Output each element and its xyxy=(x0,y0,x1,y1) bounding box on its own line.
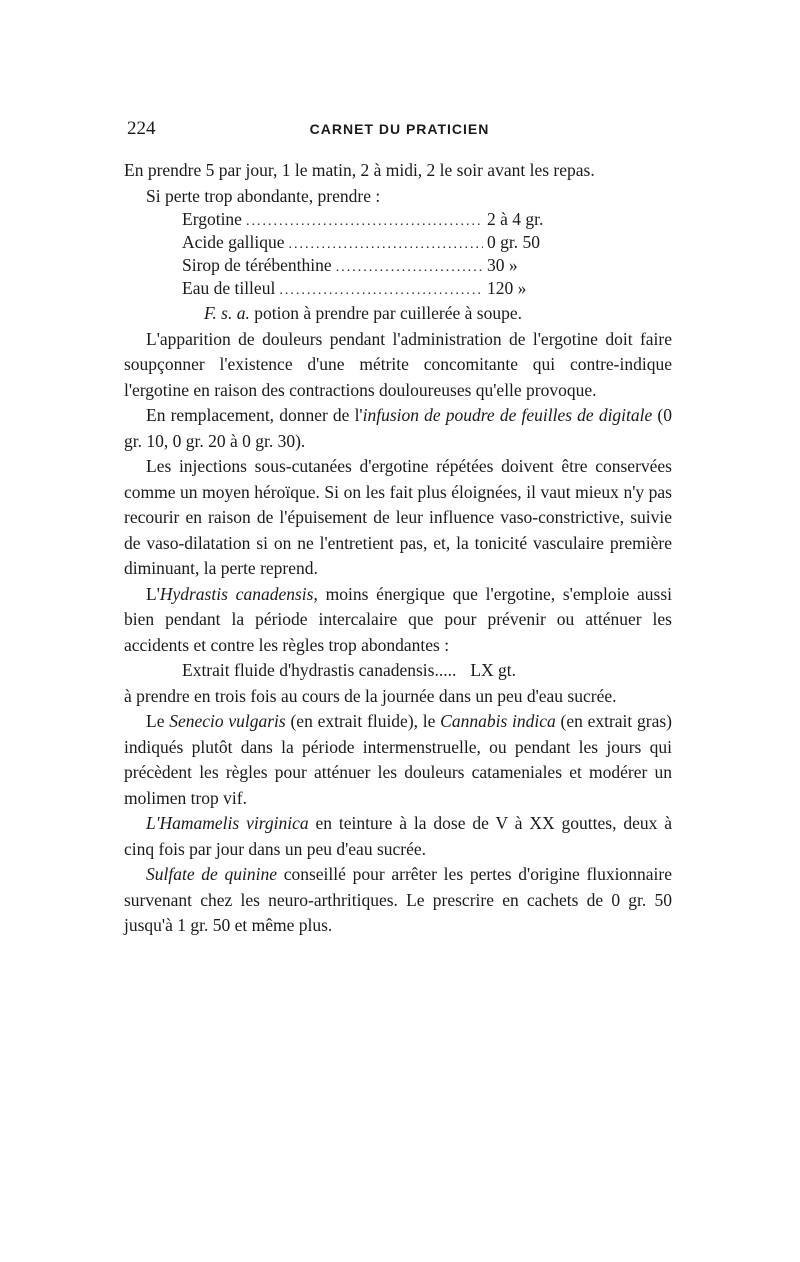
prescription-line xyxy=(182,278,587,301)
leader-dots xyxy=(289,235,483,255)
italic-term: Hydrastis canadensis xyxy=(159,583,314,604)
page-header xyxy=(127,118,672,142)
ingredient-name: Acide gallique xyxy=(182,232,285,252)
italic-term: Sulfate de quinine xyxy=(146,864,277,884)
paragraph-replacement xyxy=(124,403,672,454)
paragraph-dosage-intro: En prendre 5 par jour, 1 le matin, 2 à midi, 2 le soir avant les repas. xyxy=(124,160,595,180)
prescription-line xyxy=(182,209,587,232)
prescription-list xyxy=(182,209,587,301)
leader-dots xyxy=(246,212,483,232)
text-run: Le xyxy=(146,711,170,731)
text-run: En remplacement, donner de l' xyxy=(146,405,363,425)
ingredient-dose: 2 à 4 gr. xyxy=(487,209,544,229)
ingredient-name: Ergotine xyxy=(182,209,242,229)
leader-dots xyxy=(279,281,483,301)
italic-term: Senecio vulgaris xyxy=(169,711,286,731)
paragraph-senecio xyxy=(124,709,672,811)
prescription-line xyxy=(182,255,587,278)
page-body xyxy=(124,158,672,939)
text-run: L' xyxy=(146,583,160,604)
paragraph-hydrastis-dosage: à prendre en trois fois au cours de la journée dans un peu d'eau sucrée. xyxy=(124,685,617,706)
fsa-abbreviation: F. s. a. xyxy=(204,303,250,323)
running-title: CARNET DU PRATICIEN xyxy=(309,121,490,137)
ingredient-dose: LX gt. xyxy=(470,660,517,680)
text-run: (0 gr. 10, 0 gr. 20 à 0 gr. 30). xyxy=(124,405,672,451)
paragraph-ergotine-pain: L'apparition de douleurs pendant l'administration de l'ergotine doit faire soupçonner l'existence d'une métrite concomitante qui contre-indique l'ergotine en raison des contractions douloureuses qu'elle provoque. xyxy=(124,328,672,400)
page-number: 224 xyxy=(127,118,156,139)
prescription-hydrastis xyxy=(182,658,672,684)
text-run: conseillé pour arrêter les pertes d'origine fluxionnaire survenant chez les neuro-arthritiques. Le prescrire en cachets de 0 gr. 50 jusqu'à 1 gr. 50 et même plus. xyxy=(124,864,672,935)
italic-term: infusion de poudre de feuilles de digitale xyxy=(362,405,653,425)
text-run: , moins énergique que l'ergotine, s'emploie aussi bien pendant la période intercalaire que pour prévenir ou atténuer les accidents et contre les règles trop abondantes : xyxy=(124,583,672,655)
text-run: (en extrait gras) indiqués plutôt dans la période intermenstruelle, ou pendant les jours qui précèdent les règles pour atténuer les douleurs catameniales et modérer un molimen trop vif. xyxy=(124,711,673,808)
fsa-text: potion à prendre par cuillerée à soupe. xyxy=(249,303,522,323)
ingredient-dose: 120 » xyxy=(487,278,527,298)
ingredient-name: Extrait fluide d'hydrastis canadensis..... xyxy=(182,660,457,680)
italic-term: Cannabis indica xyxy=(440,711,556,731)
ingredient-dose: 30 » xyxy=(487,255,518,275)
preparation-instruction xyxy=(204,301,672,327)
ingredient-dose: 0 gr. 50 xyxy=(487,232,540,252)
paragraph-quinine xyxy=(124,862,672,939)
paragraph-hamamelis xyxy=(124,811,672,862)
paragraph-hydrastis xyxy=(124,582,672,659)
prescription-line xyxy=(182,232,587,255)
ingredient-name: Eau de tilleul xyxy=(182,278,276,298)
text-run: (en extrait fluide), le xyxy=(285,711,441,731)
italic-term: L'Hamamelis virginica xyxy=(146,813,309,833)
paragraph-injections: Les injections sous-cutanées d'ergotine répétées doivent être conservées comme un moyen héroïque. Si on les fait plus éloignées, il vaut mieux n'y pas recourir en raison de l'épuisement de leur influence vaso-constrictive, suivie de vaso-dilatation si on ne l'entretient pas, et, la tonicité vasculaire première diminuant, la perte reprend. xyxy=(124,456,672,578)
leader-dots xyxy=(336,258,483,278)
paragraph-heavy-loss: Si perte trop abondante, prendre : xyxy=(146,185,381,206)
ingredient-name: Sirop de térébenthine xyxy=(182,255,332,275)
text-run: en teinture à la dose de V à XX gouttes, deux à cinq fois par jour dans un peu d'eau sucrée. xyxy=(124,813,673,859)
